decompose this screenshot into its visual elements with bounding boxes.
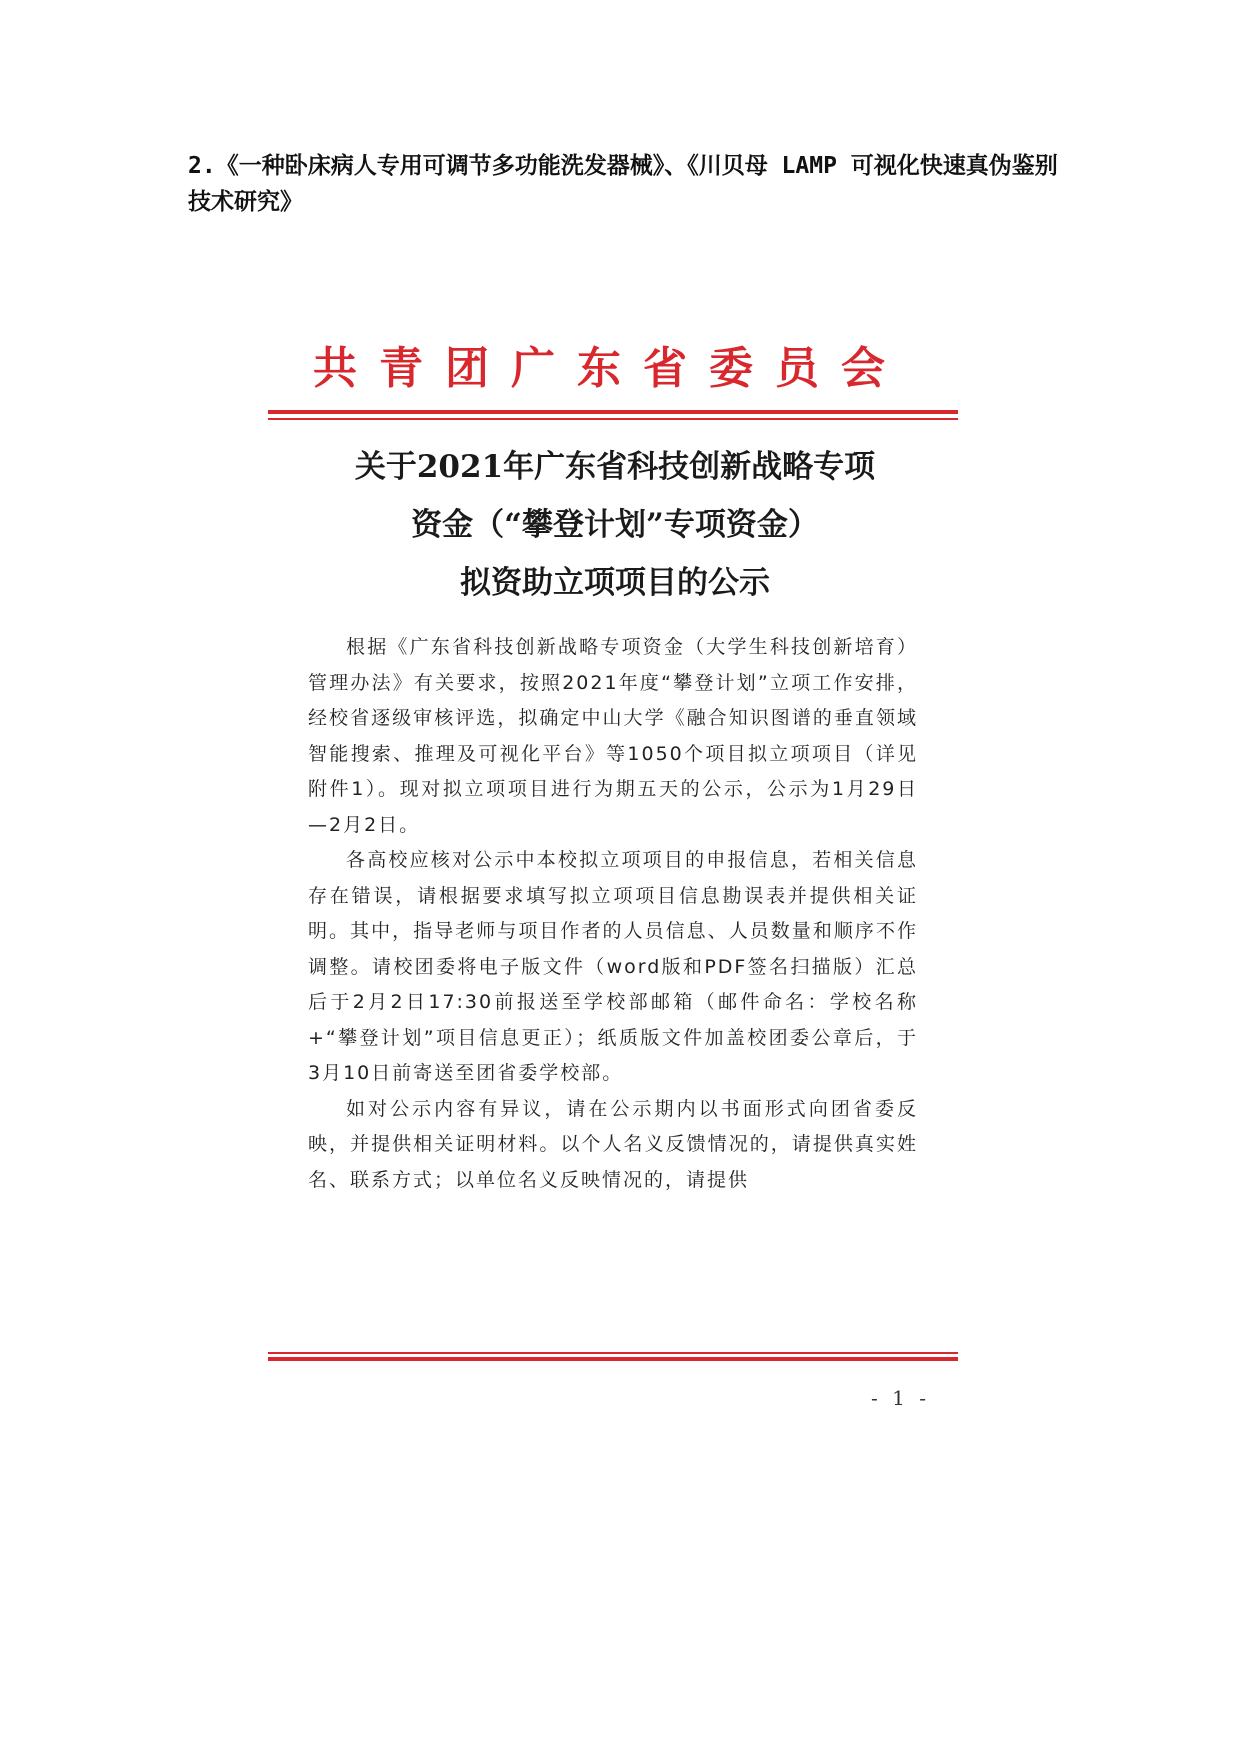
title-line: 拟资助立项项目的公示 bbox=[460, 565, 770, 601]
scanned-document bbox=[230, 330, 990, 1430]
title-line: 关于2021年广东省科技创新战略专项 bbox=[354, 449, 876, 485]
letterhead-rule-thick bbox=[268, 410, 958, 414]
page-number: - 1 - bbox=[871, 1386, 930, 1410]
body-paragraph: 根据《广东省科技创新战略专项资金（大学生科技创新培育）管理办法》有关要求，按照2021年度“攀登计划”立项工作安排，经校省逐级审核评选，拟确定中山大学《融合知识图谱的垂直领域智能搜索、推理及可视化平台》等1050个项目拟立项项目（详见附件1）。现对拟立项项目进行为期五天的公示，公示为1月29日—2月2日。 bbox=[308, 636, 918, 836]
footer-rule-thick bbox=[268, 1357, 958, 1361]
section-heading: 2.《一种卧床病人专用可调节多功能洗发器械》、《川贝母 LAMP 可视化快速真伪鉴别技术研究》 bbox=[188, 153, 1058, 215]
letterhead-organization: 共青团广东省委员会 bbox=[313, 343, 907, 394]
letterhead-rule-thin bbox=[268, 418, 958, 420]
body-paragraph: 各高校应核对公示中本校拟立项项目的申报信息，若相关信息存在错误，请根据要求填写拟立项项目信息勘误表并提供相关证明。其中，指导老师与项目作者的人员信息、人员数量和顺序不作调整。请校团委将电子版文件（word版和PDF签名扫描版）汇总后于2月2日17:30前报送至学校部邮箱（邮件命名：学校名称+“攀登计划”项目信息更正）；纸质版文件加盖校团委公章后，于3月10日前寄送至团省委学校部。 bbox=[308, 849, 918, 1084]
body-paragraph: 如对公示内容有异议，请在公示期内以书面形式向团省委反映，并提供相关证明材料。以个人名义反馈情况的，请提供真实姓名、联系方式；以单位名义反映情况的，请提供 bbox=[308, 1097, 918, 1191]
document-body bbox=[308, 630, 918, 1198]
title-line: 资金（“攀登计划”专项资金） bbox=[411, 507, 819, 543]
footer-rule-thin bbox=[268, 1352, 958, 1354]
document-title bbox=[270, 438, 960, 612]
